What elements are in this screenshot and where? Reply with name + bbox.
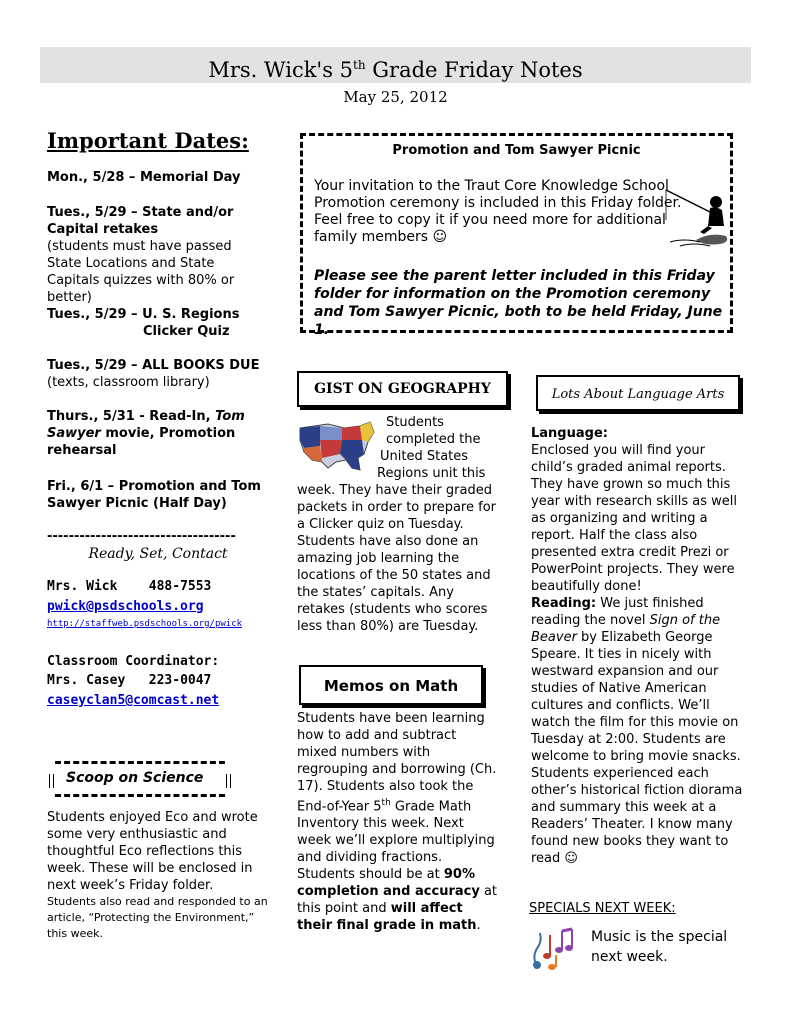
- important-dates-heading: Important Dates:: [47, 128, 249, 153]
- science-heading: Scoop on Science: [66, 770, 204, 786]
- us-map-icon: [298, 418, 378, 476]
- coordinator-contact: Mrs. Casey 223-0047: [47, 673, 212, 688]
- language-arts-heading: Lots About Language Arts: [551, 387, 725, 402]
- promotion-heading: Promotion and Tom Sawyer Picnic: [392, 143, 641, 158]
- language-arts-body: Language: Enclosed you will find your child’s graded animal reports. They have grown so much this year with research skills as well as organizing and writing a report. Half the class also presented extra credit Prezi or PowerPoint projects. They were beautifully done! Reading: We just finished reading the novel Sign of the Beaver by Elizabeth George Speare. It ties in nicely with westward expansion and our studies of Native American cultures and conflicts. We’ll watch the film for this movie on Tuesday at 2:00. Students are welcome to bring movie snacks. Students experienced each other’s historical fiction diorama and summary this week at a Readers’ Theater. I know many found new books they want to read ☺: [531, 426, 743, 866]
- specials-text: Music is the special next week.: [591, 929, 728, 965]
- geography-text-line-2: completed the: [386, 432, 481, 447]
- date-item-books-due: Tues., 5/29 – ALL BOOKS DUE (texts, classroom library): [47, 358, 260, 390]
- specials-heading: SPECIALS NEXT WEEK:: [529, 901, 676, 916]
- geography-text-line-4: Regions unit this: [377, 466, 486, 481]
- date-item-read-in: Thurs., 5/31 - Read-In, Tom Sawyer movie, Promotion rehearsal: [47, 409, 245, 458]
- teacher-contact: Mrs. Wick 488-7553: [47, 579, 212, 594]
- date-item-memorial-day: Mon., 5/28 – Memorial Day: [47, 170, 241, 185]
- math-body: Students have been learning how to add and subtract mixed numbers with regrouping and borrowing (Ch. 17). Students also took the End-of-Year 5th Grade Math Inventory this week. Next week we’ll explore multiplying and dividing fractions. Students should be at 90% completion and accuracy at this point and will affect their final grade in math.: [297, 711, 498, 934]
- geography-heading: GIST ON GEOGRAPHY: [314, 381, 491, 397]
- date-item-retakes: Tues., 5/29 – State and/or Capital retakes (students must have passed State Locations and State Capitals quizzes with 80% or better): [47, 205, 235, 305]
- coordinator-label: Classroom Coordinator:: [47, 654, 220, 669]
- contact-heading: Ready, Set, Contact: [88, 546, 228, 562]
- science-note: Students also read and responded to an article, “Protecting the Environment,” this week.: [47, 895, 268, 940]
- geography-text-line-3: United States: [380, 449, 469, 464]
- date-item-clicker-quiz: Tues., 5/29 – U. S. Regions Clicker Quiz: [47, 307, 240, 339]
- fishing-boy-icon: [660, 180, 732, 252]
- page-title: Mrs. Wick's 5th Grade Friday Notes: [208, 58, 583, 82]
- date-item-promotion: Fri., 6/1 – Promotion and Tom Sawyer Picnic (Half Day): [47, 479, 261, 511]
- geography-text-line-1: Students: [386, 415, 444, 430]
- teacher-website-link[interactable]: http://staffweb.psdschools.org/pwick: [47, 619, 243, 629]
- promotion-invitation-text: Your invitation to the Traut Core Knowledge School Promotion ceremony is included in this Friday folder. Feel free to copy it if you need more for additional family members ☺: [314, 178, 682, 245]
- science-body: Students enjoyed Eco and wrote some very enthusiastic and thoughtful Eco reflections this week. These will be enclosed in next week’s Friday folder.: [47, 810, 258, 893]
- newsletter-date: May 25, 2012: [343, 88, 448, 106]
- coordinator-email-link[interactable]: caseyclan5@comcast.net: [47, 693, 220, 708]
- section-divider: -----------------------------------: [47, 529, 236, 544]
- teacher-email-link[interactable]: pwick@psdschools.org: [47, 599, 204, 614]
- music-notes-icon: [528, 925, 580, 973]
- promotion-parent-letter-text: Please see the parent letter included in this Friday folder for information on the Promotion ceremony and Tom Sawyer Picnic, both to be held Friday, June 1.: [314, 268, 723, 338]
- geography-body: week. They have their graded packets in order to prepare for a Clicker quiz on Tuesday. Students have also done an amazing job learning the locations of the 50 states and the states’ capitals. Any retakes (students who scores less than 80%) are Tuesday.: [297, 483, 496, 634]
- math-heading: Memos on Math: [323, 677, 459, 695]
